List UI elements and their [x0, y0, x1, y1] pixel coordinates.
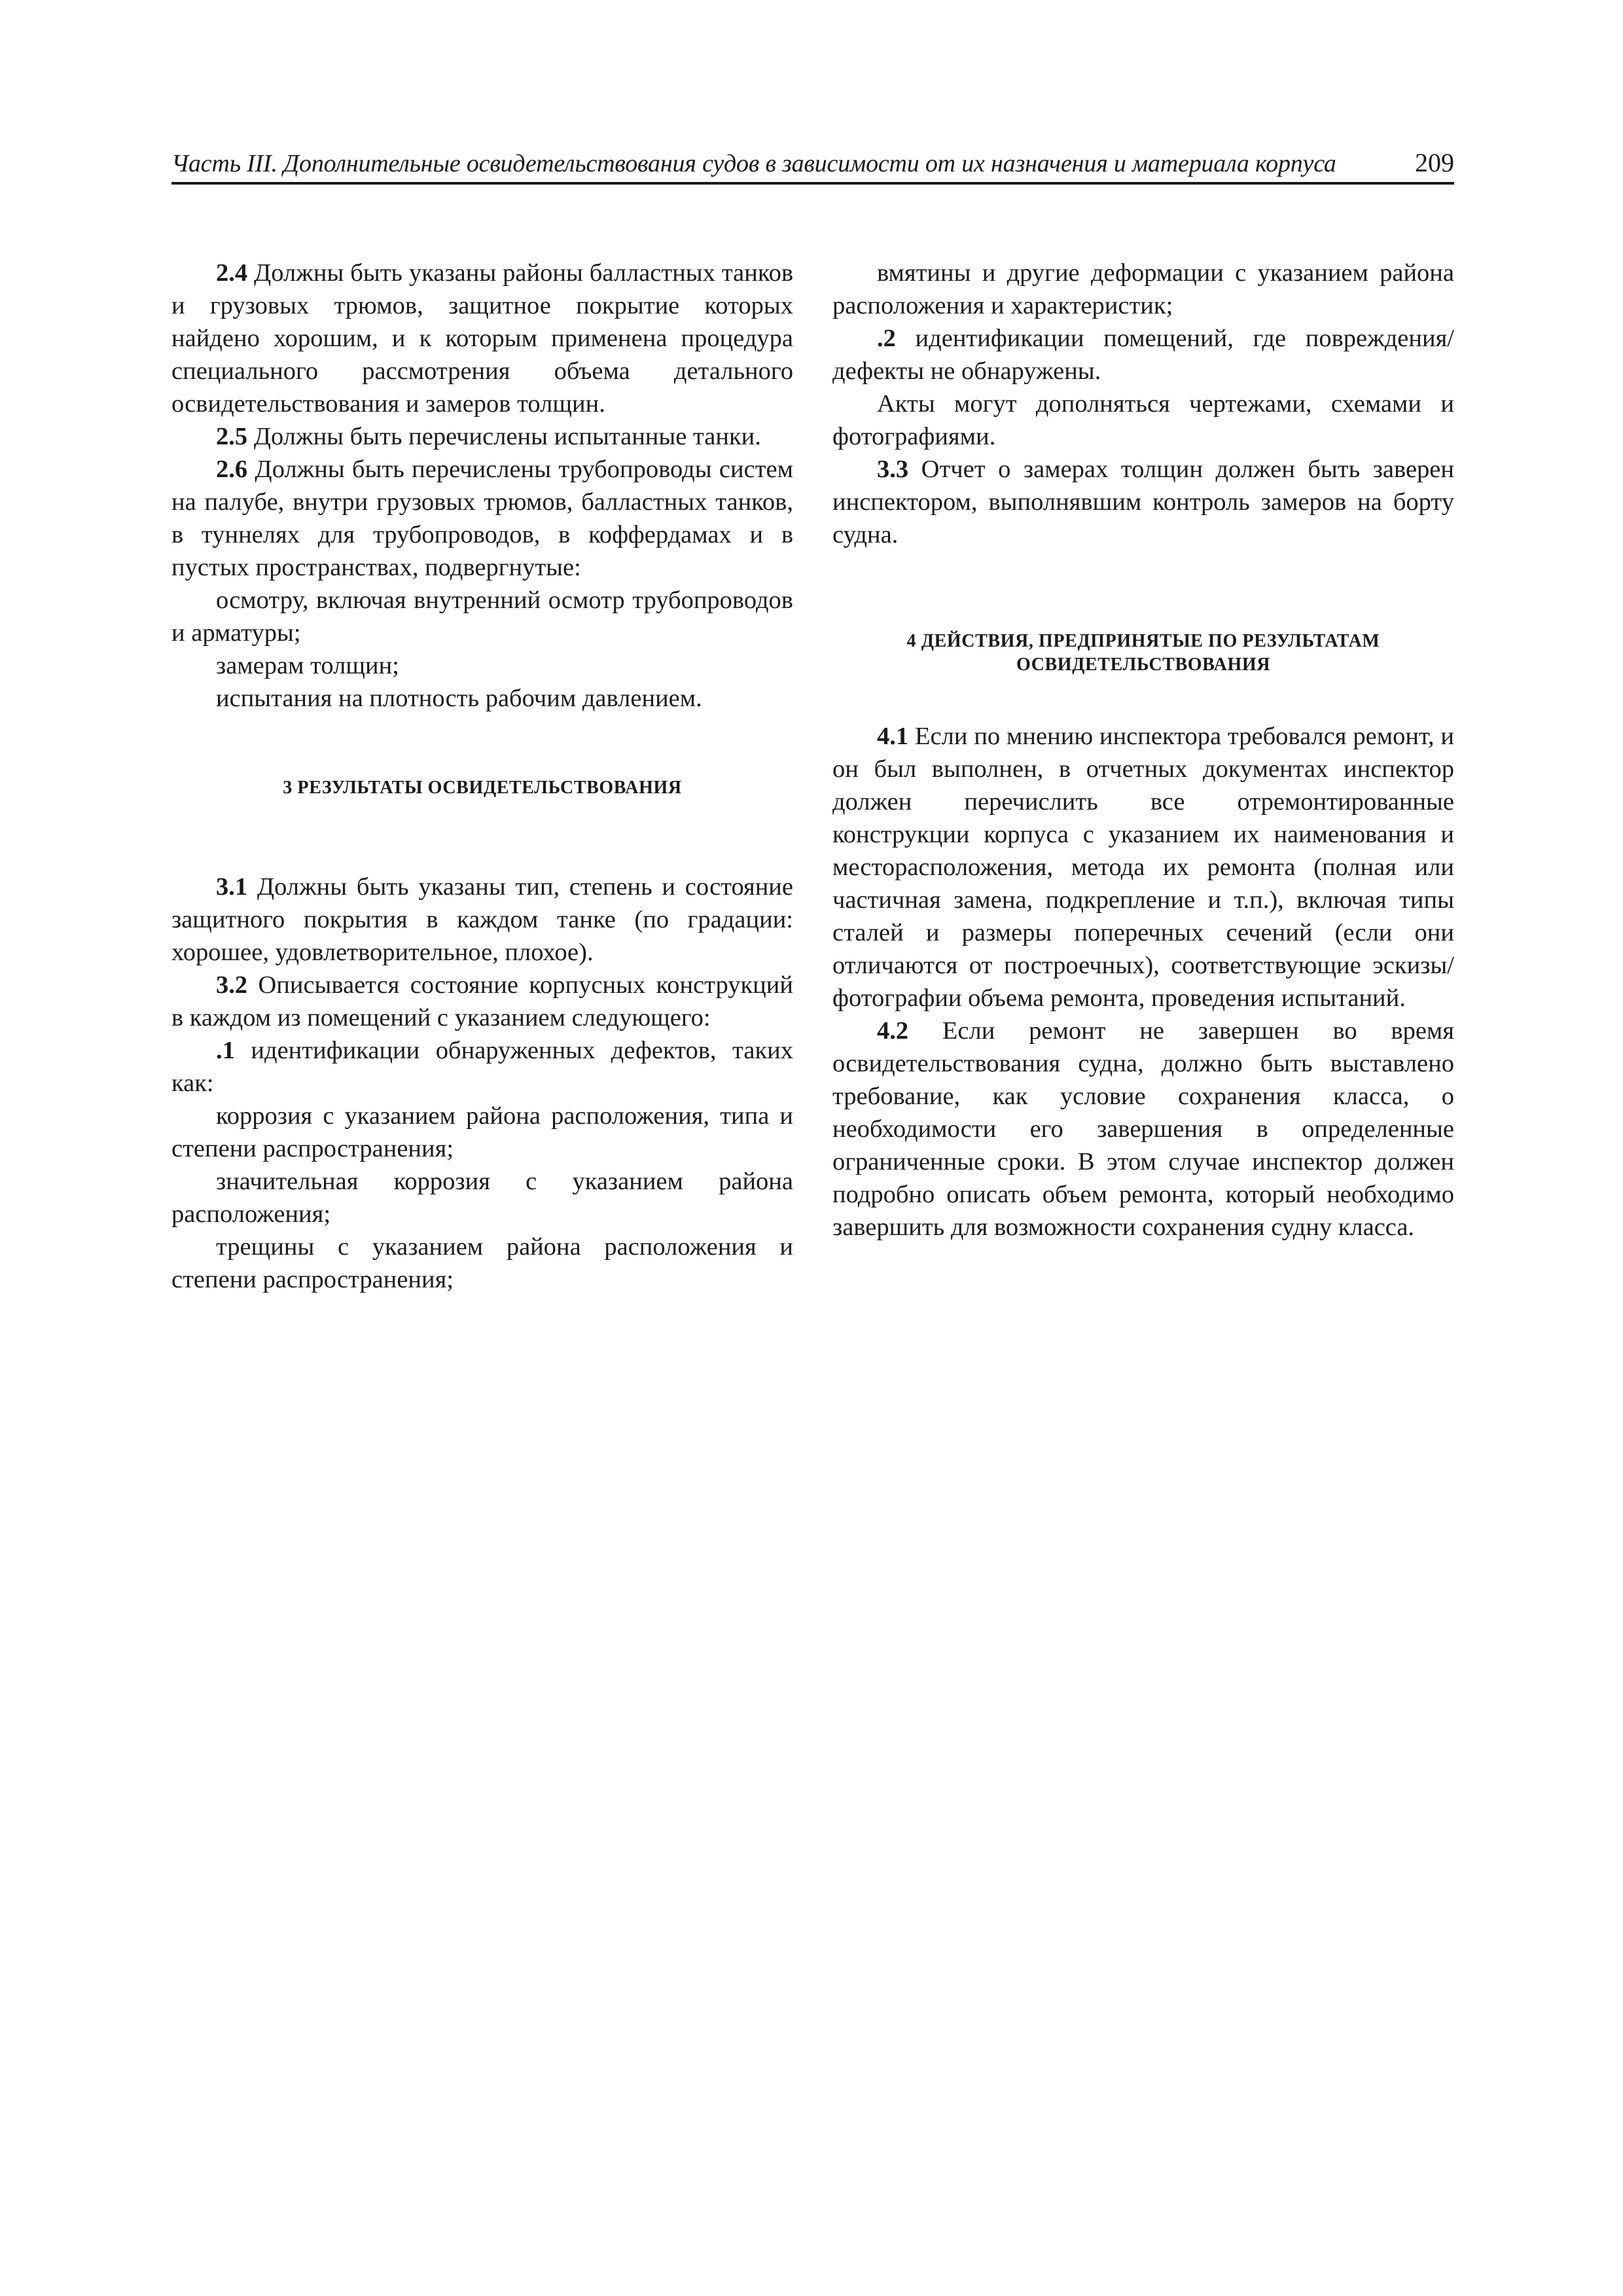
section-heading-4 [832, 630, 1454, 677]
clause-text: Если ремонт не завершен во время освидетельствования судна, должно быть выставлено требование, как условие сохранения класса, о необходимости его завершения в определенные ограниченные сроки. В этом случае инспектор должен подробно описать объем ремонта, который необходимо завершить для возможности сохранения судну класса. [832, 1017, 1454, 1241]
clause-text: Должны быть указаны тип, степень и состояние защитного покрытия в каждом танке (по градации: хорошее, удовлетворительное, плохое). [171, 873, 793, 966]
list-item-pressure-test: испытания на плотность рабочим давлением. [216, 685, 702, 712]
section-heading-3: 3 РЕЗУЛЬТАТЫ ОСВИДЕТЕЛЬСТВОВАНИЯ [283, 778, 682, 798]
page-header [171, 143, 1454, 185]
paragraph-2-5 [171, 420, 793, 453]
paragraph-3-1 [171, 870, 793, 969]
clause-text: Должны быть указаны районы балластных танков и грузовых трюмов, защитное покрытие которых найдено хорошим, и к которым применена процедура специального рассмотрения объема детального освидетельствования и замеров толщин. [171, 259, 793, 418]
heading-line: ОСВИДЕТЕЛЬСТВОВАНИЯ [1016, 655, 1271, 675]
clause-text: Должны быть перечислены испытанные танки. [247, 423, 761, 450]
paragraph-3-2-2 [832, 322, 1454, 387]
clause-number: 2.5 [216, 423, 248, 450]
list-item-inspection: осмотру, включая внутренний осмотр трубопроводов и арматуры; [171, 586, 793, 647]
clause-number: 2.4 [216, 259, 248, 287]
clause-number: 3.2 [216, 971, 248, 999]
clause-text: Должны быть перечислены трубопроводы систем на палубе, внутри грузовых трюмов, балластных танков, в туннелях для трубопроводов, в коффердамах и в пустых пространствах, подвергнутые: [171, 456, 793, 581]
paragraph-4-2 [832, 1014, 1454, 1244]
paragraph-3-2 [171, 969, 793, 1034]
clause-text: Отчет о замерах толщин должен быть заверен инспектором, выполнявшим контроль замеров на борту судна. [832, 456, 1454, 548]
page-number: 209 [1415, 148, 1454, 177]
clause-number: 2.6 [216, 456, 248, 483]
clause-number: 3.1 [216, 873, 248, 901]
list-item-thickness: замерам толщин; [216, 652, 399, 679]
clause-number: .2 [877, 325, 896, 352]
clause-number: 3.3 [877, 456, 909, 483]
paragraph-3-3 [832, 453, 1454, 551]
running-title: Часть III. Дополнительные освидетельствования судов в зависимости от их назначения и материала корпуса [171, 150, 1336, 177]
paragraph-2-6 [171, 453, 793, 584]
list-item-corrosion: коррозия с указанием района расположения, типа и степени распространения; [171, 1102, 793, 1162]
clause-number: .1 [216, 1037, 235, 1064]
clause-number: 4.1 [877, 723, 909, 750]
right-column [832, 257, 1454, 1244]
left-column [171, 257, 793, 1296]
paragraph-4-1 [832, 720, 1454, 1014]
clause-text: Если по мнению инспектора требовался ремонт, и он был выполнен, в отчетных документах инспектор должен перечислить все отремонтированные конструкции корпуса с указанием их наименования и месторасположения, метода их ремонта (полная или частичная замена, подкрепление и т.п.), включая типы сталей и размеры поперечных сечений (если они отличаются от построечных), соответствующие эскизы/фотографии объема ремонта, проведения испытаний. [832, 723, 1454, 1012]
paragraph-acts-note: Акты могут дополняться чертежами, схемами и фотографиями. [832, 390, 1454, 450]
clause-text: идентификации помещений, где повреждения/дефекты не обнаружены. [832, 325, 1454, 385]
heading-line: 4 ДЕЙСТВИЯ, ПРЕДПРИНЯТЫЕ ПО РЕЗУЛЬТАТАМ [906, 631, 1380, 651]
paragraph-3-2-1 [171, 1034, 793, 1100]
clause-text: Описывается состояние корпусных конструкций в каждом из помещений с указанием следующего: [171, 971, 793, 1031]
clause-number: 4.2 [877, 1017, 909, 1045]
paragraph-2-4 [171, 257, 793, 420]
clause-text: идентификации обнаруженных дефектов, таких как: [171, 1037, 793, 1097]
list-item-cracks: трещины с указанием района расположения и степени распространения; [171, 1233, 793, 1293]
list-item-substantial-corrosion: значительная коррозия с указанием района расположения; [171, 1168, 793, 1228]
list-item-dents: вмятины и другие деформации с указанием района расположения и характеристик; [832, 259, 1454, 319]
